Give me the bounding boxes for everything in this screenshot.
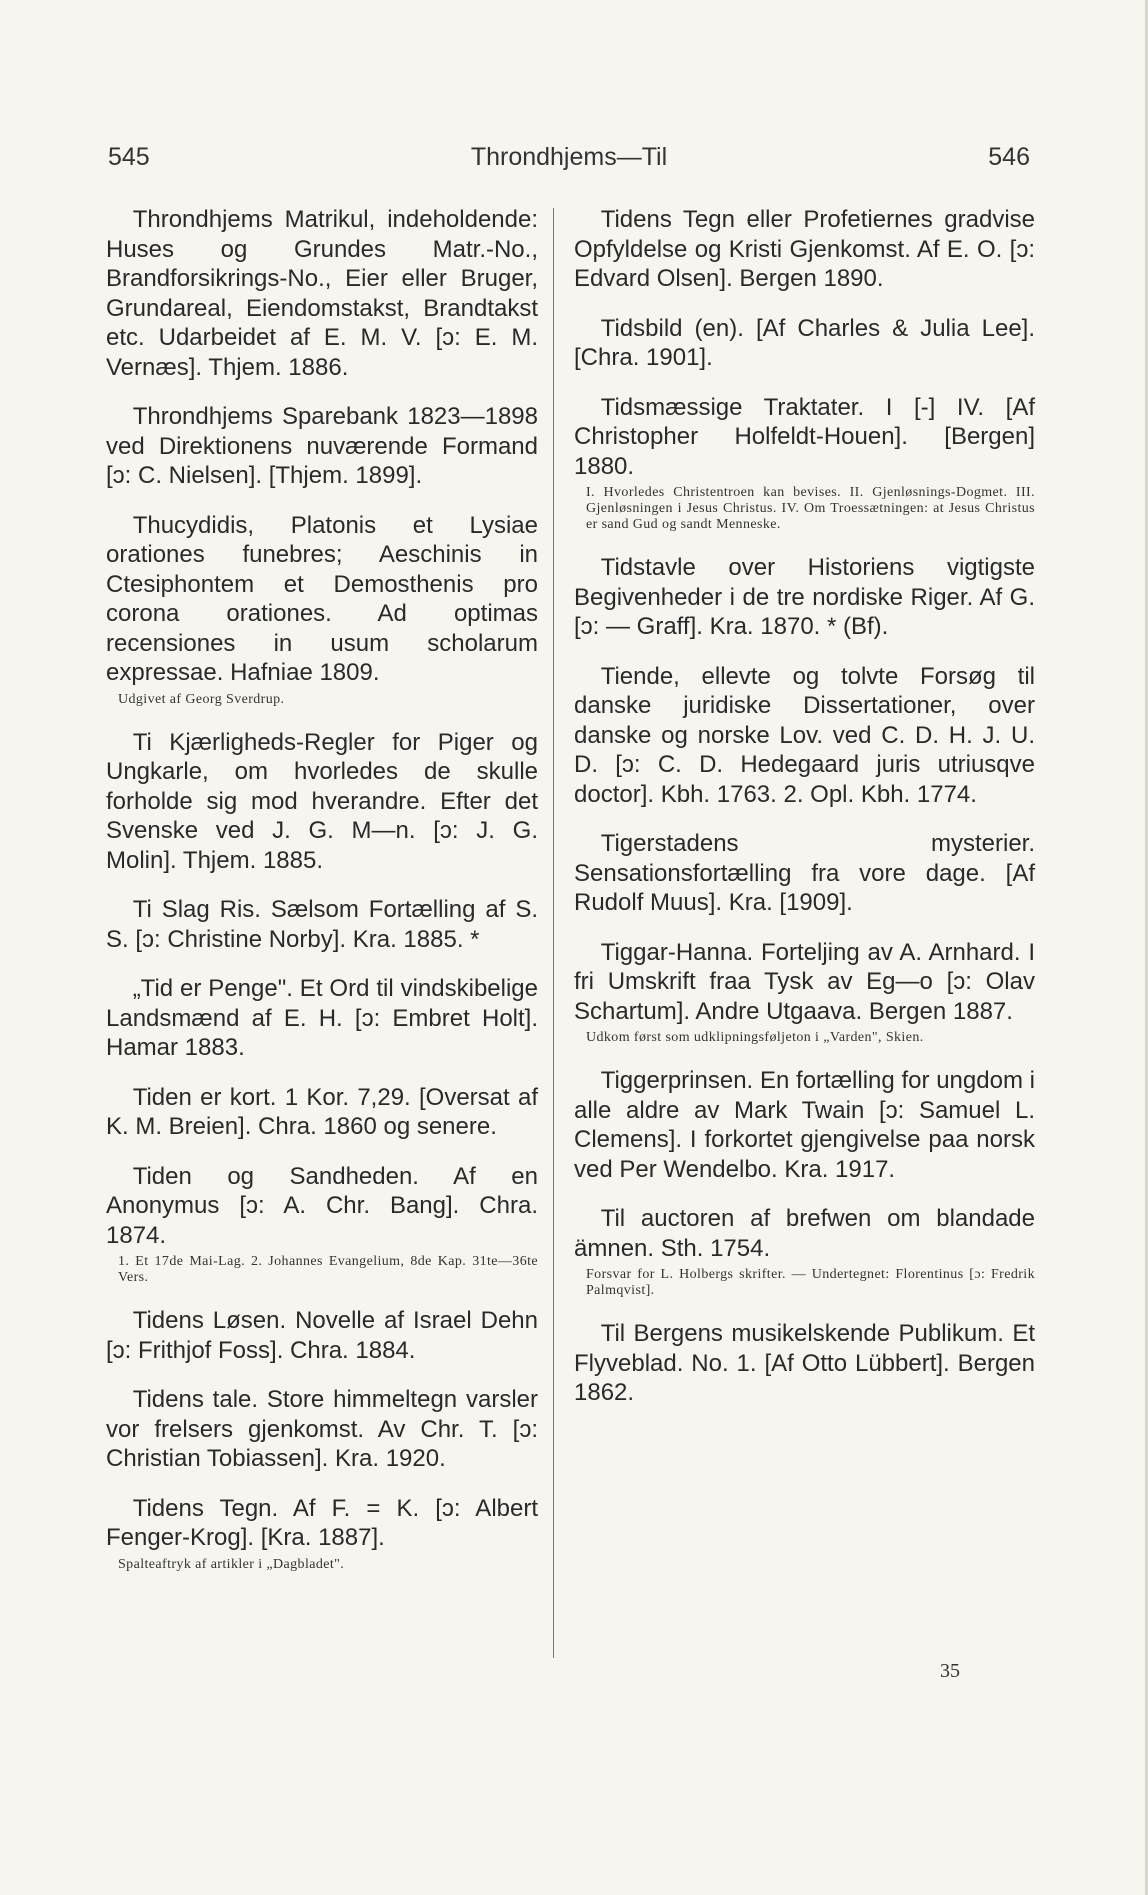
page-number-left: 545 — [108, 143, 150, 171]
entry-text: Tidsbild (en). [Af Charles & Julia Lee]. [Chra. 1901]. — [574, 314, 1035, 371]
signature-mark: 35 — [940, 1660, 960, 1682]
entry-text: Tiggerprinsen. En fortælling for ungdom i alle aldre av Mark Twain [ɔ: Samuel L. Clemens]. I forkortet gjengivelse paa norsk ved Per Wendelbo. Kra. 1917. — [574, 1067, 1035, 1183]
entry-text: Throndhjems Matrikul, indeholdende: Huses og Grundes Matr.-No., Brandforsikrings-No., Eier eller Bruger, Grundareal, Eiendomstakst, Brandtakst etc. Udarbeidet af E. M. V. [ɔ: E. M. Vernæs]. Thjem. 1886. — [106, 206, 538, 381]
catalog-entry — [106, 1162, 538, 1287]
entry-note: Udkom først som udklipningsføljeton i „Varden", Skien. — [586, 1030, 924, 1045]
entry-text: Til auctoren af brefwen om blandade ämnen. Sth. 1754. — [574, 1205, 1035, 1262]
catalog-entry — [106, 974, 538, 1063]
catalog-entry — [574, 1204, 1035, 1299]
entry-note: 1. Et 17de Mai-Lag. 2. Johannes Evangelium, 8de Kap. 31te—36te Vers. — [118, 1254, 538, 1285]
catalog-entry — [106, 511, 538, 708]
entry-text: Tidens Tegn eller Profetiernes gradvise Opfyldelse og Kristi Gjenkomst. Af E. O. [ɔ: Edvard Olsen]. Bergen 1890. — [574, 206, 1035, 292]
entry-text: Thucydidis, Platonis et Lysiae orationes funebres; Aeschinis in Ctesiphontem et Demosthenis pro corona orationes. Ad optimas recensiones in usum scholarum expressae. Hafniae 1809. — [106, 511, 538, 686]
entry-note: I. Hvorledes Christentroen kan bevises. II. Gjenløsnings-Dogmet. III. Gjenløsningen i Jesus Christus. IV. Om Troessætningen: at Jesus Christus er sand Gud og sandt Menneske. — [586, 485, 1035, 532]
catalog-entry — [574, 662, 1035, 810]
catalog-entry — [106, 205, 538, 382]
running-header — [108, 143, 1030, 179]
entry-text: Tidens Tegn. Af F. = K. [ɔ: Albert Fenger-Krog]. [Kra. 1887]. — [106, 1494, 538, 1551]
entry-text: Tiende, ellevte og tolvte Forsøg til danske juridiske Dissertationer, over danske og norske Lov. ved C. D. H. J. U. D. [ɔ: C. D. Hedegaard juris utriusqve doctor]. Kbh. 1763. 2. Opl. Kbh. 1774. — [574, 662, 1035, 808]
entry-note: Spalteaftryk af artikler i „Dagbladet". — [118, 1556, 345, 1572]
catalog-entry — [106, 1306, 538, 1365]
catalog-entry — [106, 1385, 538, 1474]
entry-text: Tidsmæssige Traktater. I [-] IV. [Af Christopher Holfeldt-Houen]. [Bergen] 1880. — [574, 393, 1035, 480]
entry-text: Tiden og Sandheden. Af en Anonymus [ɔ: A. Chr. Bang]. Chra. 1874. — [106, 1162, 538, 1249]
entry-text: „Tid er Penge". Et Ord til vindskibelige Landsmænd af E. H. [ɔ: Embret Holt]. Hamar 1883. — [106, 975, 538, 1061]
entry-text: Tidstavle over Historiens vigtigste Begivenheder i de tre nordiske Riger. Af G. [ɔ: — Graff]. Kra. 1870. * (Bf). — [574, 554, 1035, 640]
entry-text: Til Bergens musikelskende Publikum. Et Flyveblad. No. 1. [Af Otto Lübbert]. Bergen 1862. — [574, 1320, 1035, 1406]
catalog-entry — [574, 938, 1035, 1047]
entry-text: Tiggar-Hanna. Forteljing av A. Arnhard. I fri Umskrift fraa Tysk av Eg—o [ɔ: Olav Schartum]. Andre Utgaava. Bergen 1887. — [574, 938, 1035, 1025]
running-title: Throndhjems—Til — [470, 143, 668, 171]
page-number-right: 546 — [988, 143, 1030, 171]
right-column — [574, 205, 1035, 1428]
catalog-entry — [106, 1494, 538, 1573]
catalog-entry — [574, 829, 1035, 918]
entry-text: Tiden er kort. 1 Kor. 7,29. [Oversat af K. M. Breien]. Chra. 1860 og senere. — [106, 1083, 538, 1140]
catalog-entry — [106, 895, 538, 954]
entry-text: Throndhjems Sparebank 1823—1898 ved Direktionens nuværende Formand [ɔ: C. Nielsen]. [Thjem. 1899]. — [106, 403, 538, 489]
catalog-entry — [574, 553, 1035, 642]
entry-text: Ti Kjærligheds-Regler for Piger og Ungkarle, om hvorledes de skulle forholde sig mod hverandre. Efter det Svenske ved J. G. M—n. [ɔ: J. G. Molin]. Thjem. 1885. — [106, 728, 538, 874]
entry-text: Tidens Løsen. Novelle af Israel Dehn [ɔ: Frithjof Foss]. Chra. 1884. — [106, 1307, 538, 1364]
entry-note: Forsvar for L. Holbergs skrifter. — Undertegnet: Florentinus [ɔ: Fredrik Palmqvist]. — [586, 1267, 1035, 1298]
catalog-entry — [574, 1319, 1035, 1408]
entry-text: Tidens tale. Store himmeltegn varsler vor frelsers gjenkomst. Av Chr. T. [ɔ: Christian Tobiassen]. Kra. 1920. — [106, 1386, 538, 1472]
entry-text: Tigerstadens mysterier. Sensationsfortælling fra vore dage. [Af Rudolf Muus]. Kra. [1909]. — [574, 830, 1035, 916]
catalog-entry — [574, 1066, 1035, 1184]
catalog-entry — [106, 402, 538, 491]
catalog-entry — [574, 205, 1035, 294]
catalog-entry — [574, 314, 1035, 373]
entry-text: Ti Slag Ris. Sælsom Fortælling af S. S. [ɔ: Christine Norby]. Kra. 1885. * — [106, 896, 538, 953]
catalog-entry — [106, 1083, 538, 1142]
column-divider — [553, 208, 554, 1658]
left-column — [106, 205, 538, 1593]
catalog-entry — [574, 393, 1035, 534]
entry-note: Udgivet af Georg Sverdrup. — [118, 691, 285, 707]
catalog-entry — [106, 728, 538, 876]
